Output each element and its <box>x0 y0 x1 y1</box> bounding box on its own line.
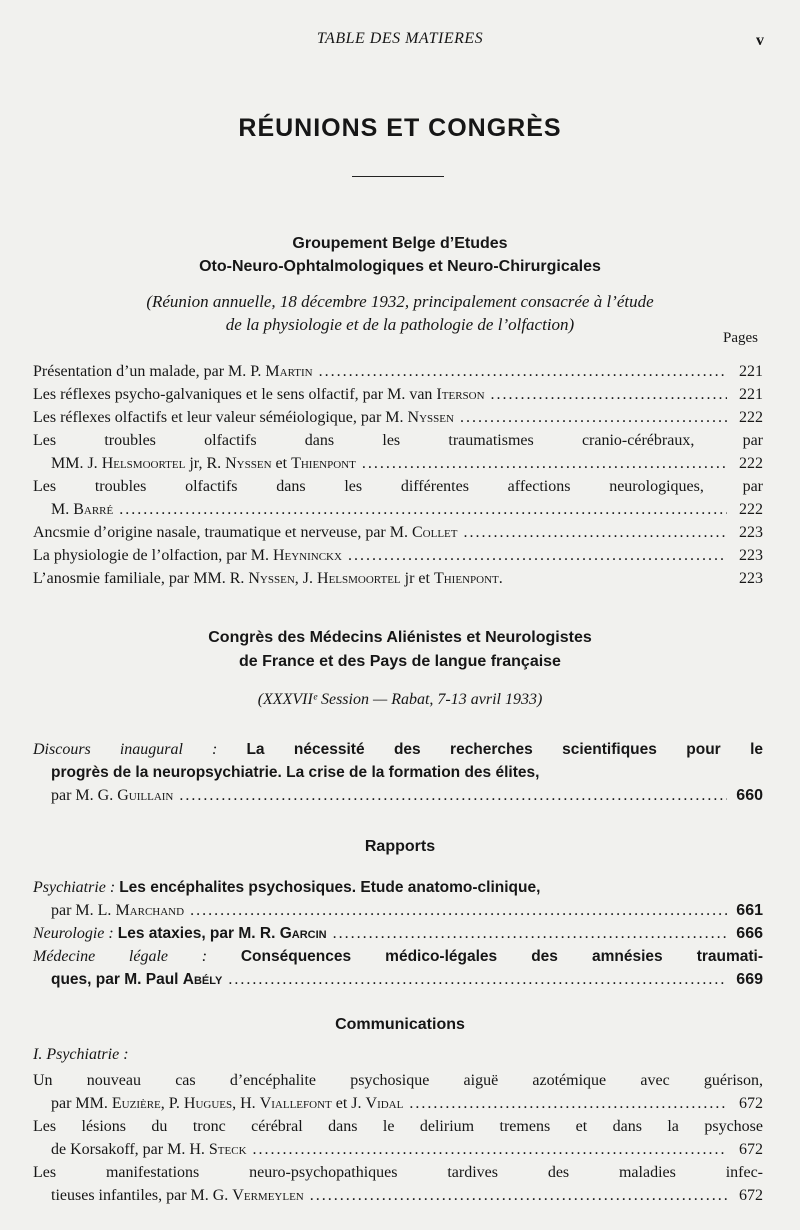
entry-text: ques, par M. Paul <box>51 971 183 988</box>
leader-dots <box>463 521 727 544</box>
entry-page: 672 <box>739 1095 763 1112</box>
entry-author: Collet <box>411 524 458 541</box>
entry-author: Thienpont <box>433 570 499 587</box>
communications-entries <box>33 1043 763 1066</box>
leader-dots <box>319 360 727 383</box>
entry-text: Les réflexes olfactifs et leur valeur séméiologique, par M. <box>33 409 408 426</box>
toc-entry <box>33 360 763 383</box>
entry-text: Les ataxies, par M. R. <box>117 925 280 942</box>
communications-list <box>33 1069 763 1207</box>
entry-author: Hugues <box>183 1095 233 1112</box>
section-title: RÉUNIONS ET CONGRÈS <box>238 114 562 142</box>
pages-column-label: Pages <box>723 330 758 346</box>
leader-dots <box>179 784 727 807</box>
title-rule <box>352 176 444 177</box>
entry-page: 222 <box>739 409 763 426</box>
entry-author: Garcin <box>279 925 327 942</box>
entry-author: Helsmoortel <box>101 455 186 472</box>
group1-title-line2: Oto-Neuro-Ophtalmologiques et Neuro-Chirurgicales <box>199 258 601 275</box>
entry-text: La physiologie de l’olfaction, par M. <box>33 547 273 564</box>
entry-author: Martin <box>265 363 313 380</box>
entry-page: 222 <box>739 455 763 472</box>
entry-page: 660 <box>736 787 763 804</box>
entry-author: Nyssen <box>407 409 454 426</box>
entry-author: Nyssen <box>225 455 272 472</box>
entry-label: Discours inaugural : <box>33 741 218 758</box>
toc-entry <box>33 1092 763 1115</box>
entry-label: Neurologie : <box>33 925 114 942</box>
group1-title-line1: Groupement Belge d’Etudes <box>292 235 508 252</box>
toc-entry-line2: progrès de la neuropsychiatrie. La crise de la formation des élites, <box>51 764 540 781</box>
toc-entry <box>33 1184 763 1207</box>
toc-entry <box>33 521 763 544</box>
entry-author: Vermeylen <box>232 1187 304 1204</box>
leader-dots <box>228 968 727 991</box>
toc-entry <box>33 922 763 945</box>
entry-author: Nyssen <box>248 570 295 587</box>
entry-text: par MM. <box>51 1095 112 1112</box>
leader-dots <box>362 452 727 475</box>
entry-page: 672 <box>739 1187 763 1204</box>
entry-author: Heyninckx <box>272 547 342 564</box>
group2-title-line2: de France et des Pays de langue française <box>239 653 561 670</box>
toc-entry <box>33 452 763 475</box>
toc-entry <box>33 784 763 807</box>
leader-dots <box>348 544 727 567</box>
entry-text: Conséquences médico-légales des amnésies traumati- <box>240 948 764 965</box>
rapports-entries <box>33 876 763 991</box>
leader-dots <box>409 1092 727 1115</box>
entry-page: 223 <box>739 547 763 564</box>
toc-entry-line1: Les troubles olfactifs dans les différentes affections neurologiques, par <box>33 478 763 495</box>
entry-text: Ancsmie d’origine nasale, traumatique et nerveuse, par M. <box>33 524 412 541</box>
group2-title-line1: Congrès des Médecins Aliénistes et Neurologistes <box>208 629 592 646</box>
leader-dots <box>310 1184 727 1207</box>
toc-entry-line1 <box>33 876 763 899</box>
entry-label: Médecine légale : <box>33 948 208 965</box>
entry-text: de Korsakoff, par M. H. <box>51 1141 209 1158</box>
group1-subtitle-line2: de la physiologie et de la pathologie de l’olfaction) <box>225 315 575 334</box>
entry-author: Marchand <box>115 902 185 919</box>
leader-dots <box>491 383 727 406</box>
entry-author: Barré <box>73 501 114 518</box>
leader-dots <box>460 406 727 429</box>
toc-entry <box>33 1138 763 1161</box>
entry-text: tieuses infantiles, par M. G. <box>51 1187 233 1204</box>
communications-title: Communications <box>335 1016 465 1033</box>
toc-entry-line1: Les lésions du tronc cérébral dans le delirium tremens et dans la psychose <box>33 1118 763 1135</box>
entry-text: et J. <box>331 1095 366 1112</box>
entry-text: L’anosmie familiale, par MM. R. <box>33 570 249 587</box>
entry-page: 223 <box>739 570 763 587</box>
entry-page: 666 <box>736 925 763 942</box>
entry-text: MM. J. <box>51 455 102 472</box>
entry-author: Steck <box>208 1141 247 1158</box>
entry-text: jr et <box>400 570 434 587</box>
entry-text: , H. <box>232 1095 260 1112</box>
entry-author: Thienpont <box>291 455 356 472</box>
entry-text: La nécessité des recherches scientifiques pour le <box>246 741 763 758</box>
toc-entry-line1 <box>33 738 763 761</box>
toc-entry-line1: Les troubles olfactifs dans les traumatismes cranio-cérébraux, par <box>33 432 763 449</box>
entry-author: Viallefont <box>259 1095 332 1112</box>
entry-author: Guillain <box>117 787 174 804</box>
entry-text: et <box>271 455 292 472</box>
toc-entry <box>33 899 763 922</box>
toc-entry-line1: Un nouveau cas d’encéphalite psychosique aiguë azotémique avec guérison, <box>33 1072 763 1089</box>
entry-label: Psychiatrie : <box>33 879 116 896</box>
leader-dots <box>190 899 727 922</box>
rapports-title: Rapports <box>364 838 436 855</box>
toc-entry <box>33 544 763 567</box>
toc-entry <box>33 567 763 590</box>
entry-author: Abély <box>182 971 223 988</box>
toc-entry <box>33 383 763 406</box>
group1-subtitle-line1: (Réunion annuelle, 18 décembre 1932, principalement consacrée à l’étude <box>146 292 654 311</box>
running-title: TABLE DES MATIERES <box>316 30 484 47</box>
entry-text: par M. G. <box>51 787 118 804</box>
entry-text: jr, R. <box>185 455 226 472</box>
group1-entries <box>33 360 763 590</box>
entry-text: Présentation d’un malade, par M. P. <box>33 363 266 380</box>
entry-text: , P. <box>160 1095 184 1112</box>
toc-entry-line1: Les manifestations neuro-psychopathiques tardives des maladies infec- <box>33 1164 763 1181</box>
entry-page: 672 <box>739 1141 763 1158</box>
toc-entry <box>33 968 763 991</box>
entry-text: Les réflexes psycho-galvaniques et le sens olfactif, par M. van <box>33 386 437 403</box>
subsection-label: I. Psychiatrie : <box>33 1046 129 1063</box>
entry-page: 221 <box>739 363 763 380</box>
entry-text: par M. L. <box>51 902 116 919</box>
entry-text: . <box>498 570 503 587</box>
entry-author: Vidal <box>365 1095 404 1112</box>
entry-page: 221 <box>739 386 763 403</box>
entry-page: 661 <box>736 902 763 919</box>
leader-dots <box>253 1138 727 1161</box>
toc-entry <box>33 498 763 521</box>
entry-page: 669 <box>736 971 763 988</box>
toc-entry-line1 <box>33 945 763 968</box>
entry-text: Les encéphalites psychosiques. Etude anatomo-clinique, <box>119 879 541 896</box>
group2-subtitle: (XXXVIIᵉ Session — Rabat, 7-13 avril 1933) <box>257 691 543 708</box>
leader-dots <box>333 922 727 945</box>
page-number: v <box>756 32 764 49</box>
leader-dots <box>119 498 727 521</box>
entry-page: 223 <box>739 524 763 541</box>
entry-author: Iterson <box>436 386 485 403</box>
toc-entry <box>33 406 763 429</box>
entry-text: , J. <box>294 570 318 587</box>
entry-author: Euzière <box>111 1095 161 1112</box>
discours-entry <box>33 738 763 807</box>
entry-author: Helsmoortel <box>317 570 401 587</box>
entry-page: 222 <box>739 501 763 518</box>
entry-text: M. <box>51 501 74 518</box>
